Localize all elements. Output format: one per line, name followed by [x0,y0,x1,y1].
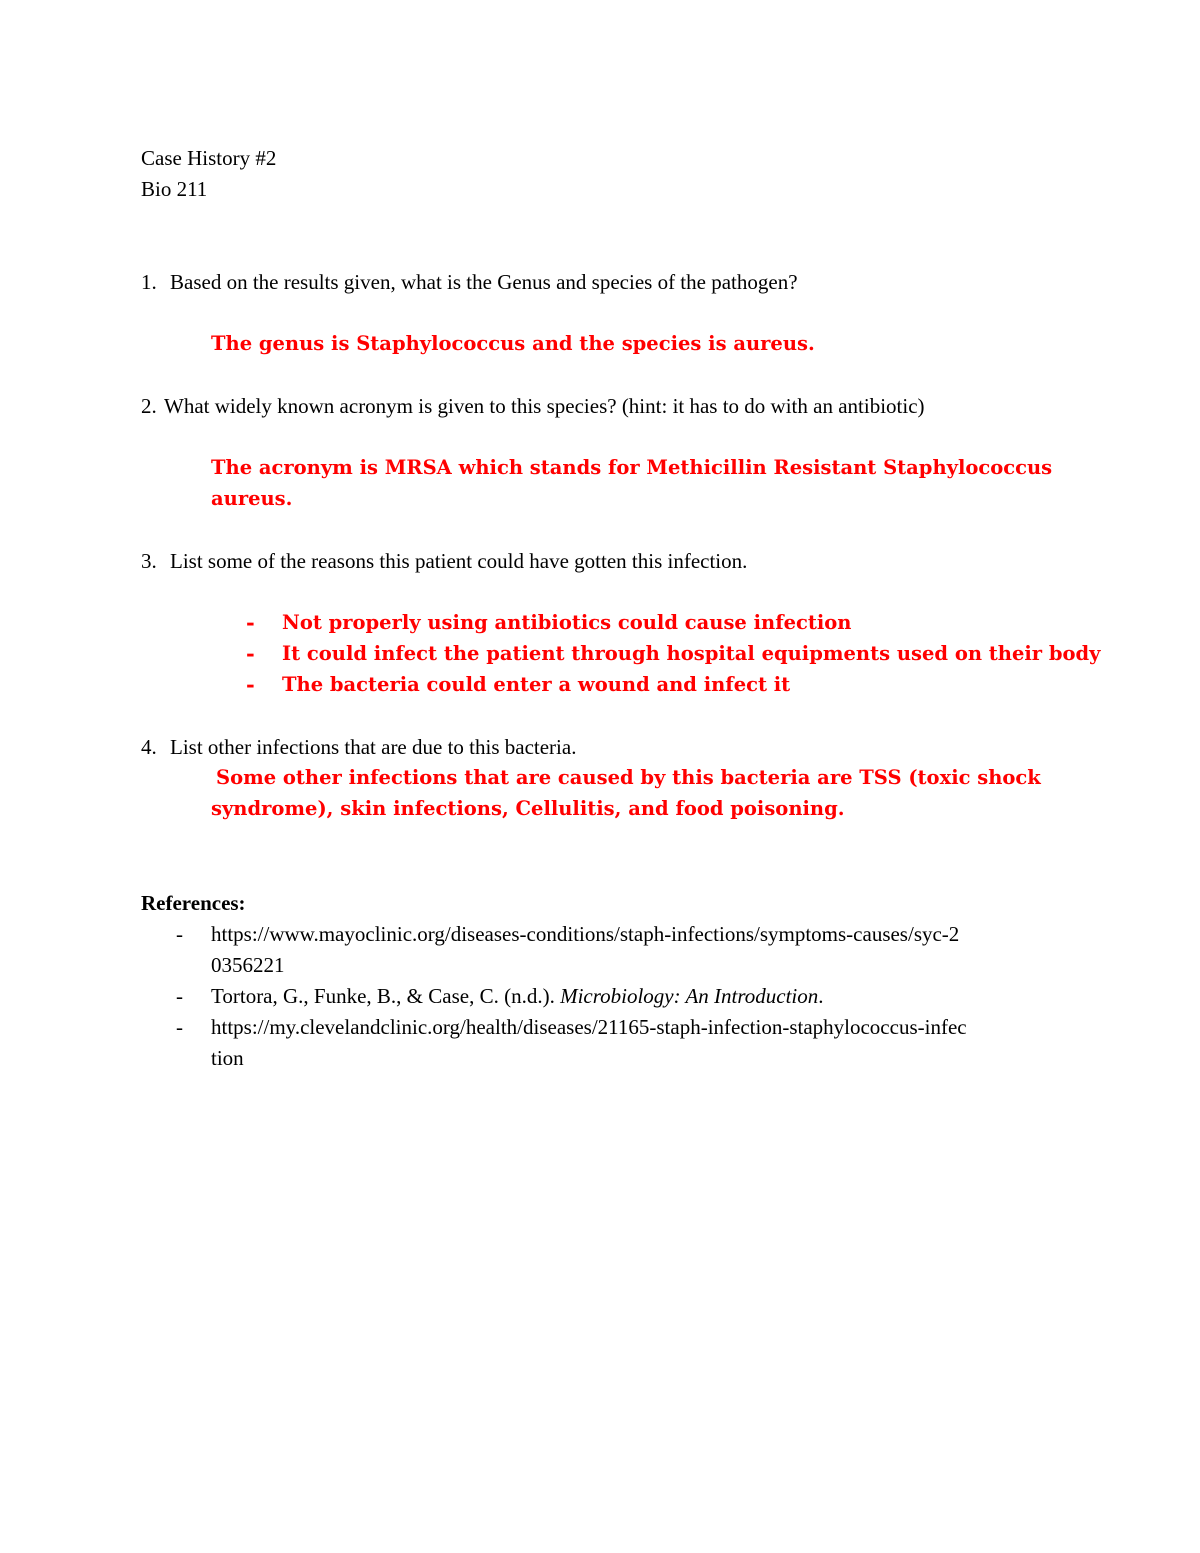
question-3-bullet-3: The bacteria could enter a wound and infect it [282,673,791,696]
reference-2-authors: Tortora, G., Funke, B., & Case, C. (n.d.). [211,984,561,1008]
question-4-text: List other infections that are due to this bacteria. [170,735,577,759]
question-3-number: 3. [141,549,157,573]
reference-1-line-2[interactable]: 0356221 [211,953,285,977]
course-name: Bio 211 [141,177,208,201]
question-2-text: What widely known acronym is given to this species? (hint: it has to do with an antibiotic) [164,394,925,418]
question-2-answer-line-2: aureus. [211,487,293,510]
question-4-number: 4. [141,735,157,759]
question-1-number: 1. [141,270,157,294]
question-4-answer-line-1: Some other infections that are caused by this bacteria are TSS (toxic shock [216,766,1041,789]
reference-1-line-1[interactable]: https://www.mayoclinic.org/diseases-conditions/staph-infections/symptoms-causes/syc-2 [211,922,960,946]
reference-2-book-title: Microbiology: An Introduction [560,984,819,1008]
bullet-dash: - [246,672,255,697]
references-heading: References: [141,891,246,915]
question-3-text: List some of the reasons this patient could have gotten this infection. [170,549,748,573]
document-title: Case History #2 [141,146,277,170]
reference-3-line-1[interactable]: https://my.clevelandclinic.org/health/diseases/21165-staph-infection-staphylococcus-infec [211,1015,967,1039]
reference-bullet: - [176,984,183,1008]
question-2-answer-line-1: The acronym is MRSA which stands for Methicillin Resistant Staphylococcus [211,456,1053,479]
reference-2 [211,983,824,1009]
question-3-bullet-1: Not properly using antibiotics could cause infection [282,611,852,634]
question-1-text: Based on the results given, what is the Genus and species of the pathogen? [170,270,798,294]
question-1-answer: The genus is Staphylococcus and the species is aureus. [211,332,815,355]
reference-2-suffix: . [818,984,824,1008]
bullet-dash: - [246,610,255,635]
bullet-dash: - [246,641,255,666]
reference-bullet: - [176,922,183,946]
question-2-number: 2. [141,394,157,418]
reference-3-line-2[interactable]: tion [211,1046,244,1070]
question-3-bullet-2: It could infect the patient through hospital equipments used on their body [282,642,1101,665]
reference-bullet: - [176,1015,183,1039]
question-4-answer-line-2: syndrome), skin infections, Cellulitis, and food poisoning. [211,797,845,820]
